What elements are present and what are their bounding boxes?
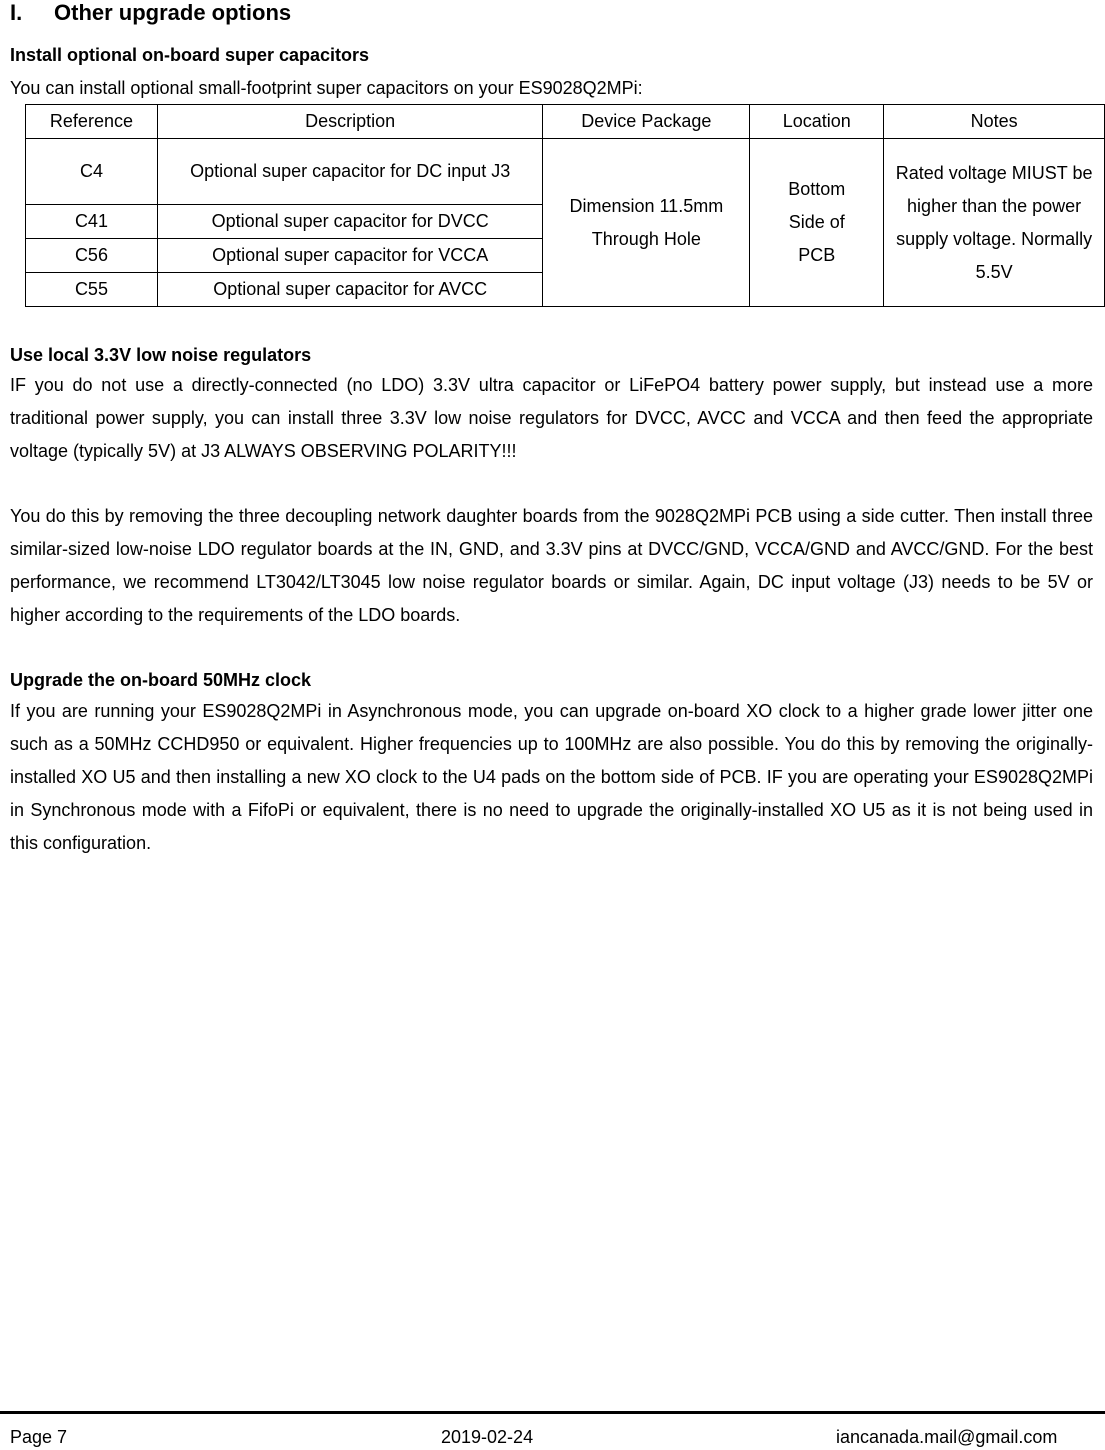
header-cell: Notes	[884, 105, 1105, 139]
section-title	[10, 0, 291, 26]
table-row	[26, 139, 1105, 205]
caps-heading: Install optional on-board super capacitors	[10, 45, 370, 65]
capacitor-table	[25, 104, 1105, 307]
clock-paragraph: If you are running your ES9028Q2MPi in Asynchronous mode, you can upgrade on-board XO clock to a higher grade lower jitter one such as a 50MHz CCHD950 or equivalent. Higher frequencies up to 100MHz are also possible. You do this by removing the originally-installed XO U5 and then installing a new XO clock to the U4 pads on the bottom side of PCB. IF you are operating your ES9028Q2MPi in Synchronous mode with a FifoPi or equivalent, there is no need to upgrade the originally-installed XO U5 as it is not being used in this configuration.	[10, 701, 1093, 853]
desc-cell: Optional super capacitor for AVCC	[157, 273, 543, 307]
regulators-paragraph-1: IF you do not use a directly-connected (no LDO) 3.3V ultra capacitor or LiFePO4 battery power supply, but instead use a more traditional power supply, you can install three 3.3V low noise regulators for DVCC, AVCC and VCCA and then feed the appropriate voltage (typically 5V) at J3 ALWAYS OBSERVING POLARITY!!!	[10, 375, 1093, 461]
caps-intro: You can install optional small-footprint super capacitors on your ES9028Q2MPi:	[10, 78, 643, 98]
package-cell: Dimension 11.5mm Through Hole	[543, 139, 750, 307]
footer-date: 2019-02-24	[441, 1427, 534, 1447]
desc-cell: Optional super capacitor for DVCC	[157, 205, 543, 239]
footer-divider	[0, 1411, 1105, 1414]
desc-cell: Optional super capacitor for VCCA	[157, 239, 543, 273]
ref-cell: C56	[26, 239, 158, 273]
footer-email: iancanada.mail@gmail.com	[836, 1427, 1058, 1447]
location-cell: Bottom Side of PCB	[750, 139, 884, 307]
table-header-row	[26, 105, 1105, 139]
ref-cell: C4	[26, 139, 158, 205]
header-cell: Reference	[26, 105, 158, 139]
regulators-heading: Use local 3.3V low noise regulators	[10, 345, 312, 365]
footer-page: Page 7	[10, 1427, 68, 1447]
ref-cell: C41	[26, 205, 158, 239]
notes-cell: Rated voltage MIUST be higher than the power supply voltage. Normally 5.5V	[884, 139, 1105, 307]
section-title-text: Other upgrade options	[54, 0, 292, 25]
header-cell: Location	[750, 105, 884, 139]
header-cell: Device Package	[543, 105, 750, 139]
header-cell: Description	[157, 105, 543, 139]
section-number: I.	[10, 0, 23, 25]
regulators-paragraph-2: You do this by removing the three decoupling network daughter boards from the 9028Q2MPi PCB using a side cutter. Then install three similar-sized low-noise LDO regulator boards at the IN, GND, and 3.3V pins at DVCC/GND, VCCA/GND and AVCC/GND. For the best performance, we recommend LT3042/LT3045 low noise regulator boards or similar. Again, DC input voltage (J3) needs to be 5V or higher according to the requirements of the LDO boards.	[10, 506, 1093, 625]
clock-heading: Upgrade the on-board 50MHz clock	[10, 670, 312, 690]
desc-cell: Optional super capacitor for DC input J3	[157, 139, 543, 205]
ref-cell: C55	[26, 273, 158, 307]
